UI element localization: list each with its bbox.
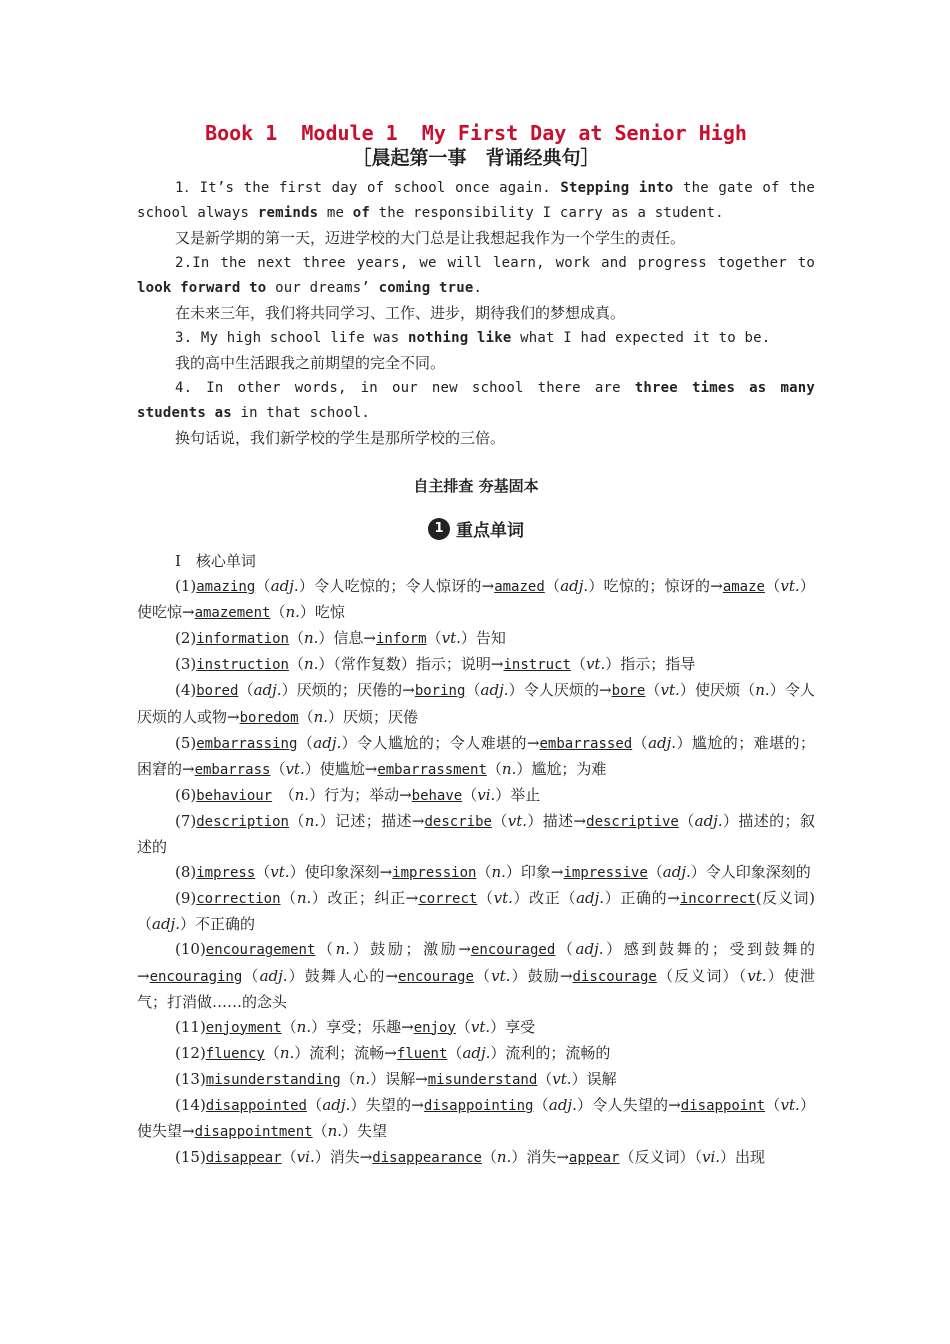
- document-page: [137, 120, 815, 1171]
- vocab-word: enjoyment: [205, 1019, 282, 1036]
- vocab-word: incorrect: [679, 891, 756, 908]
- vocab-word: bore: [611, 683, 646, 700]
- vocab-item: (15)disappear（vi.）消失→disappearance（n.）消失→appear（反义词）（vi.）出现: [175, 1148, 766, 1167]
- part-of-speech: adj.: [560, 577, 589, 596]
- vocab-word: inform: [376, 631, 427, 648]
- part-of-speech: n.: [303, 629, 319, 648]
- number-circle-icon: 1: [428, 518, 450, 540]
- vocab-word: disappear: [205, 1150, 282, 1167]
- part-of-speech: vt.: [585, 655, 606, 674]
- part-of-speech: adj.: [576, 889, 605, 908]
- part-of-speech: vt.: [780, 577, 800, 596]
- vocab-item: (2)information（n.）信息→inform（vt.）告知: [175, 629, 506, 648]
- part-of-speech: n.: [285, 603, 300, 622]
- vocab-list: [137, 574, 815, 1171]
- page-subtitle: ［晨起第一事 背诵经典句］: [352, 147, 600, 169]
- vocab-word: bored: [196, 683, 239, 700]
- sentence-en: 4. In other words, in our new school there are three times as many students as in that school.: [137, 380, 815, 421]
- sentence-cn: 换句话说，我们新学校的学生是那所学校的三倍。: [175, 429, 506, 447]
- vocab-word: disappointed: [205, 1097, 307, 1114]
- vocab-word: impress: [196, 865, 256, 882]
- part-of-speech: vt.: [285, 759, 305, 778]
- vocab-word: enjoy: [413, 1019, 456, 1036]
- part-of-speech: vt.: [660, 681, 680, 700]
- vocab-word: information: [196, 631, 289, 648]
- part-of-speech: n.: [296, 889, 312, 908]
- classic-sentences: [137, 176, 815, 451]
- vocab-word: encourage: [398, 968, 474, 985]
- subhead-label: 重点单词: [456, 521, 524, 541]
- vocab-word: misunderstand: [427, 1071, 538, 1088]
- sentence-en: 3. My high school life was nothing like what I had expected it to be.: [175, 330, 771, 346]
- part-of-speech: adj.: [462, 1043, 491, 1062]
- part-of-speech: vt.: [552, 1069, 572, 1088]
- part-of-speech: adj.: [480, 681, 509, 700]
- sentence-en: 1．It’s the first day of school once again. Stepping into the gate of the school always reminds me of the responsibility I carry as a student.: [137, 180, 816, 221]
- vocab-word: embarrassing: [196, 735, 298, 752]
- vocab-item: (8)impress（vt.）使印象深刻→impression（n.）印象→impressive（adj.）令人印象深刻的: [175, 863, 811, 882]
- vocab-word: impressive: [563, 865, 648, 882]
- vocab-word: boring: [414, 683, 466, 700]
- vocab-word: disappearance: [372, 1150, 482, 1167]
- vocab-word: fluent: [396, 1045, 448, 1062]
- vocab-word: describe: [424, 813, 492, 830]
- part-of-speech: n.: [279, 1043, 295, 1062]
- core-words-label: Ⅰ 核心单词: [175, 552, 256, 570]
- part-of-speech: n.: [303, 655, 319, 674]
- part-of-speech: n.: [304, 811, 320, 830]
- part-of-speech: adj.: [548, 1095, 577, 1114]
- vocab-word: amazement: [194, 605, 271, 622]
- sentence-en: 2.In the next three years, we will learn, work and progress together to look forward to our dreams’ coming true.: [137, 255, 815, 296]
- vocab-word: embarrass: [194, 761, 271, 778]
- vocab-word: amaze: [722, 579, 765, 596]
- part-of-speech: vt.: [780, 1095, 800, 1114]
- vocab-word: amazing: [196, 579, 256, 596]
- part-of-speech: n.: [296, 1017, 312, 1036]
- vocab-word: instruct: [503, 657, 571, 674]
- part-of-speech: adj.: [270, 577, 299, 596]
- vocab-word: misunderstanding: [205, 1071, 341, 1088]
- sentence-cn: 在未来三年，我们将共同学习、工作、进步，期待我们的梦想成真。: [175, 304, 626, 322]
- vocab-item: (7)description（n.）记述；描述→describe（vt.）描述→descriptive（adj.）描述的；叙述的: [137, 811, 815, 857]
- part-of-speech: n.: [335, 940, 351, 959]
- part-of-speech: n.: [496, 1148, 512, 1167]
- vocab-word: amazed: [494, 579, 545, 596]
- part-of-speech: vi.: [702, 1148, 721, 1167]
- vocab-word: discourage: [572, 968, 657, 985]
- vocab-item: (6)behaviour （n.）行为；举动→behave（vi.）举止: [175, 785, 541, 804]
- vocab-word: description: [196, 813, 289, 830]
- vocab-word: correct: [418, 891, 478, 908]
- part-of-speech: n.: [313, 707, 329, 726]
- sentence-cn: 我的高中生活跟我之前期望的完全不同。: [175, 354, 446, 372]
- vocab-item: (9)correction（n.）改正；纠正→correct（vt.）改正（adj.）正确的→incorrect(反义词)（adj.）不正确的: [137, 889, 815, 934]
- vocab-word: disappointment: [194, 1124, 313, 1141]
- part-of-speech: vt.: [507, 811, 527, 830]
- part-of-speech: vt.: [493, 889, 513, 908]
- part-of-speech: vi.: [296, 1148, 315, 1167]
- vocab-item: (14)disappointed（adj.）失望的→disappointing（adj.）令人失望的→disappoint（vt.）使失望→disappointment（n.）失望: [137, 1095, 815, 1141]
- section-title: 自主排查 夯基固本: [413, 477, 539, 495]
- part-of-speech: n.: [755, 681, 770, 700]
- vocab-word: disappointing: [423, 1097, 534, 1114]
- part-of-speech: adj.: [322, 1095, 351, 1114]
- part-of-speech: adj.: [662, 863, 691, 882]
- vocab-item: (5)embarrassing（adj.）令人尴尬的；令人难堪的→embarrassed（adj.）尴尬的；难堪的；困窘的→embarrass（vt.）使尴尬→embarrassment（n.）尴尬；为难: [137, 733, 815, 778]
- vocab-word: encouragement: [205, 942, 316, 959]
- part-of-speech: adj.: [259, 966, 288, 985]
- part-of-speech: n.: [501, 759, 517, 778]
- vocab-word: boredom: [239, 709, 299, 726]
- vocab-item: (13)misunderstanding（n.）误解→misunderstand（vt.）误解: [175, 1069, 617, 1088]
- part-of-speech: adj.: [253, 681, 282, 700]
- part-of-speech: adj.: [575, 940, 604, 959]
- vocab-word: embarrassed: [539, 735, 633, 752]
- vocab-item: (4)bored（adj.）厌烦的；厌倦的→boring（adj.）令人厌烦的→bore（vt.）使厌烦（n.）令人厌烦的人或物→boredom（n.）厌烦；厌倦: [137, 681, 815, 726]
- vocab-word: encouraging: [149, 968, 243, 985]
- part-of-speech: adj.: [313, 733, 342, 752]
- vocab-item: (12)fluency（n.）流利；流畅→fluent（adj.）流利的；流畅的: [175, 1043, 611, 1062]
- part-of-speech: n.: [327, 1122, 343, 1141]
- part-of-speech: n.: [491, 863, 506, 882]
- sentence-cn: 又是新学期的第一天，迈进学校的大门总是让我想起我作为一个学生的责任。: [175, 229, 686, 247]
- part-of-speech: adj.: [152, 915, 180, 934]
- vocab-word: behaviour: [196, 787, 273, 804]
- subhead: [137, 516, 815, 541]
- vocab-word: embarrassment: [377, 761, 487, 778]
- vocab-word: disappoint: [680, 1097, 766, 1114]
- vocab-word: behave: [411, 787, 463, 804]
- vocab-word: appear: [568, 1150, 620, 1167]
- vocab-word: impression: [392, 865, 477, 882]
- vocab-word: correction: [196, 891, 281, 908]
- vocab-word: fluency: [205, 1045, 265, 1062]
- part-of-speech: vt.: [747, 966, 767, 985]
- page-title: Book 1 Module 1 My First Day at Senior High: [205, 121, 747, 145]
- part-of-speech: n.: [294, 785, 310, 804]
- part-of-speech: vt.: [270, 863, 290, 882]
- part-of-speech: vi.: [477, 785, 496, 804]
- vocab-word: instruction: [196, 657, 289, 674]
- vocab-word: encouraged: [470, 942, 556, 959]
- part-of-speech: n.: [355, 1069, 371, 1088]
- part-of-speech: vt.: [470, 1017, 491, 1036]
- part-of-speech: adj.: [694, 811, 723, 830]
- vocab-item: (1)amazing（adj.）令人吃惊的；令人惊讶的→amazed（adj.）吃惊的；惊讶的→amaze（vt.）使吃惊→amazement（n.）吃惊: [137, 577, 815, 622]
- vocab-item: (10)encouragement（n.）鼓励；激励→encouraged（adj.）感到鼓舞的；受到鼓舞的→encouraging（adj.）鼓舞人心的→encourage（vt.）鼓励→discourage（反义词）（vt.）使泄气；打消做……的念头: [137, 940, 815, 1011]
- part-of-speech: adj.: [648, 733, 677, 752]
- part-of-speech: vt.: [441, 629, 461, 648]
- vocab-item: (11)enjoyment（n.）享受；乐趣→enjoy（vt.）享受: [175, 1017, 536, 1036]
- vocab-word: descriptive: [586, 813, 679, 830]
- part-of-speech: vt.: [491, 966, 511, 985]
- vocab-item: (3)instruction（n.）（常作复数）指示；说明→instruct（vt.）指示；指导: [175, 655, 696, 674]
